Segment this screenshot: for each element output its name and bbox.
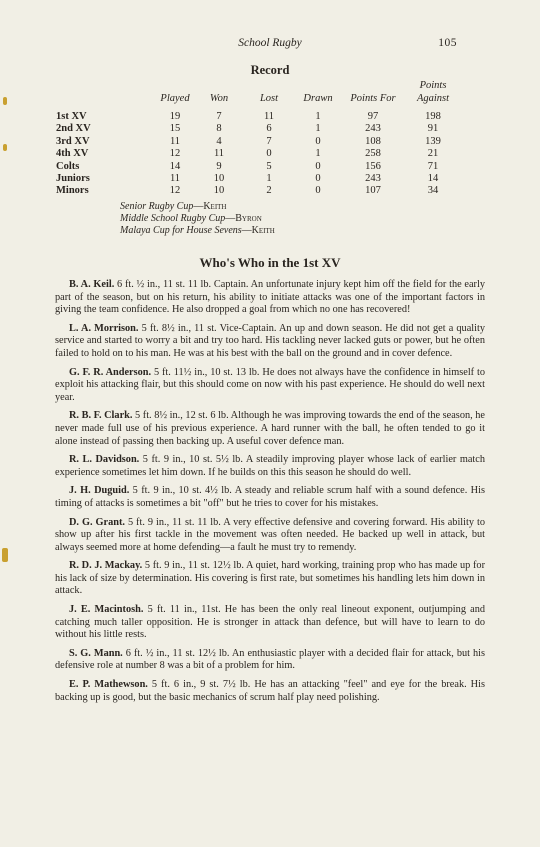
against-cell: 91 [427,123,439,135]
column-header-top-against: Points [419,80,447,91]
cup-name: Middle School Rugby Cup [120,213,226,224]
played-cell: 15 [169,123,181,135]
won-cell: 10 [213,185,225,197]
record-row [56,111,456,123]
player-description: 5 ft. 9 in., 10 st. 4½ lb. A steady and reliable scrum half with a sound defence. His timing of attacks is sometimes a bit "off" but he tries to cover for his mistakes. [55,485,485,509]
won-cell: 11 [213,148,225,160]
record-table-header [56,93,456,106]
team-cell: 1st XV [56,111,87,122]
player-entry [55,648,485,673]
page-edge-mark [3,144,7,151]
lost-cell: 5 [266,160,272,172]
player-name: R. D. J. Mackay. [69,560,143,572]
team-cell: 2nd XV [56,123,91,135]
played-cell: 19 [169,111,181,122]
played-cell: 14 [169,160,181,172]
player-entry [55,560,485,598]
cup-separator: — [193,201,204,212]
lost-cell: 7 [266,135,272,147]
record-row [56,161,456,173]
drawn-cell: 0 [315,173,321,184]
player-description: 5 ft. 8½ in., 12 st. 6 lb. Although he was improving towards the end of the season, he never made full use of his previous experience. A hard runner with the ball, he often tended to go it alone instead of passing then backing up. A useful cover defence man. [55,410,485,447]
points-for-cell: 107 [365,185,381,197]
cup-line [120,213,440,225]
cup-name: Malaya Cup for House Sevens [120,225,242,236]
player-description: 5 ft. 9 in., 11 st. 11 lb. A very effective defensive and covering forward. His ability to show up after his first tackle in the movement was often needed. He backed up well in attack, but always seemed more at home defending—a fault he must try to remendy. [55,516,486,553]
record-row [56,173,456,185]
points-for-cell: 258 [365,148,381,160]
cup-line [120,225,440,237]
against-cell: 71 [427,160,439,172]
record-heading: Record [250,63,290,77]
drawn-cell: 1 [315,148,321,160]
column-header-lost: Lost [259,93,279,104]
column-header-played: Played [160,93,190,104]
player-entry [55,367,485,405]
column-header-points-for: Points For [350,93,396,104]
played-cell: 11 [169,135,181,147]
player-name: J. E. Macintosh. [69,604,144,616]
won-cell: 4 [216,135,222,147]
lost-cell: 2 [266,185,272,197]
lost-cell: 1 [266,173,272,184]
player-name: B. A. Keil. [69,279,115,290]
player-entry [55,517,485,555]
against-cell: 198 [425,111,441,122]
drawn-cell: 0 [315,160,321,172]
lost-cell: 0 [266,148,272,160]
record-row [56,136,456,148]
player-description: 6 ft. ½ in., 11 st. 12½ lb. An enthusiastic player with a decided flair for attack, but his defensive role at number 8 was a bit of a problem for him. [55,647,485,672]
record-row [56,123,456,135]
player-entry [55,454,485,479]
whos-who-heading: Who's Who in the 1st XV [199,255,341,270]
team-cell: 3rd XV [56,135,90,147]
team-cell: Colts [56,160,80,172]
points-for-cell: 108 [365,135,381,147]
cup-name: Senior Rugby Cup [120,201,194,212]
column-header-won: Won [209,93,229,104]
player-name: E. P. Mathewson. [69,679,148,691]
running-title: School Rugby [238,37,302,49]
running-head [0,37,540,53]
against-cell: 14 [427,173,439,184]
played-cell: 12 [169,185,181,197]
player-entry [55,679,485,704]
points-for-cell: 243 [365,123,381,135]
column-header-drawn: Drawn [303,93,333,104]
team-cell: 4th XV [56,148,89,160]
drawn-cell: 1 [315,111,321,122]
player-description: 5 ft. 11 in., 11st. He has been the only real lineout exponent, outjumping and catching much taller opposition. He is stronger in attack than defence, but will have to learn to do without his little rests. [55,604,485,641]
drawn-cell: 0 [315,185,321,197]
player-entry [55,279,485,317]
points-for-cell: 97 [367,111,379,122]
page-number: 105 [438,37,457,49]
cup-line [120,201,440,213]
record-table-header-top [56,80,456,92]
cup-winner: Keith [251,225,275,236]
page-edge-mark [3,97,7,105]
record-row [56,148,456,160]
player-entry [55,604,485,642]
player-name: J. H. Duguid. [69,485,130,497]
played-cell: 11 [169,173,181,184]
player-name: R. B. F. Clark. [69,410,133,422]
cup-winners [120,201,440,237]
team-cell: Juniors [56,173,90,184]
won-cell: 8 [216,123,222,135]
player-description: 5 ft. 9 in., 11 st. 12½ lb. A quiet, hard working, training prop who has made up for his lack of size by determination. His covering is first rate, but sometimes his handling lets him down in attack. [55,560,485,597]
player-description: 6 ft. ½ in., 11 st. 11 lb. Captain. An unfortunate injury kept him off the field for the early part of the season, but on his return, his ability to initiate attacks was one of the important factors in giving the team confidence. He also dropped a goal from which no one has recovered! [55,279,485,316]
player-entry [55,323,485,361]
whos-who-list [55,279,485,710]
lost-cell: 11 [263,111,275,122]
drawn-cell: 1 [315,123,321,135]
player-description: 5 ft. 6 in., 9 st. 7½ lb. He has an attacking "feel" and eye for the break. His backing up is good, but the basic mechanics of scrum half play need polishing. [55,679,485,703]
against-cell: 139 [425,135,441,147]
won-cell: 9 [216,160,222,172]
column-header-against: Against [416,93,450,104]
lost-cell: 6 [266,123,272,135]
points-for-cell: 243 [365,173,381,184]
player-name: S. G. Mann. [69,647,123,659]
team-cell: Minors [56,185,89,197]
player-description: 5 ft. 9 in., 10 st. 5½ lb. A steadily improving player whose lack of earlier match experience sometimes let him down. If he builds on this this season he should do well. [55,454,485,478]
won-cell: 10 [213,173,225,184]
won-cell: 7 [216,111,222,122]
cup-winner: Byron [235,213,262,224]
player-name: G. F. R. Anderson. [69,366,152,378]
player-name: L. A. Morrison. [69,322,139,334]
page-edge-mark [2,548,8,562]
player-entry [55,410,485,448]
points-for-cell: 156 [365,160,381,172]
drawn-cell: 0 [315,135,321,147]
player-description: 5 ft. 11½ in., 10 st. 13 lb. He does not always have the confidence in himself to exploit his attacking flair, but this should come on now with his past experience. He should do well next year. [55,366,485,403]
cup-separator: — [241,225,252,236]
player-description: 5 ft. 8½ in., 11 st. Vice-Captain. An up and down season. He did not get a quality service and started to worry a bit and try too hard. His tackling never lacked guts or power, but he often failed to hold on to his man. He was at his best with the ball on the ground and in cover defence. [55,322,485,359]
player-name: R. L. Davidson. [69,454,140,466]
against-cell: 34 [427,185,439,197]
player-name: D. G. Grant. [69,516,125,528]
record-row [56,185,456,197]
cup-separator: — [225,213,236,224]
against-cell: 21 [427,148,439,160]
played-cell: 12 [169,148,181,160]
player-entry [55,485,485,510]
cup-winner: Keith [203,201,227,212]
